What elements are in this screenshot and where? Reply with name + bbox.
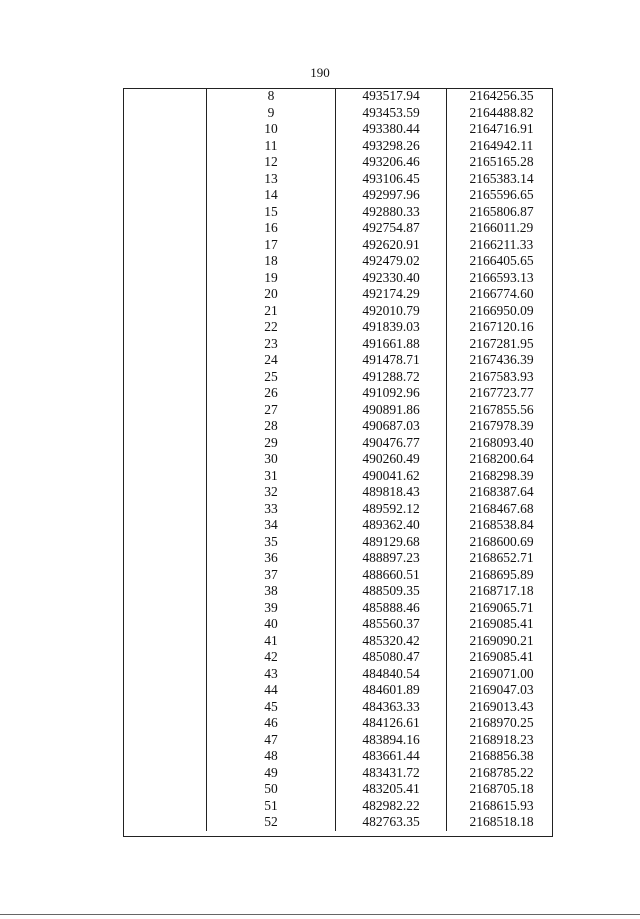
blank-cell [123,435,207,452]
blank-cell [123,517,207,534]
table-row [123,138,556,155]
x-coordinate-cell: 482763.35 [336,814,447,831]
table-row [123,517,556,534]
coordinate-table [123,88,556,831]
point-number-cell: 31 [207,468,336,485]
x-coordinate-cell: 489818.43 [336,484,447,501]
x-coordinate-cell: 485888.46 [336,600,447,617]
blank-cell [123,616,207,633]
y-coordinate-cell: 2164488.82 [469,104,534,120]
point-number-cell: 13 [207,171,336,188]
y-coordinate-cell: 2169085.41 [469,616,534,631]
blank-cell [123,303,207,320]
x-coordinate-cell: 484840.54 [336,666,447,683]
table-row [123,418,556,435]
y-coordinate-cell: 2166950.09 [469,302,534,318]
blank-cell [123,138,207,155]
x-coordinate-cell: 489362.40 [336,517,447,534]
table-row [123,666,556,683]
table-row [123,550,556,567]
page-number: 190 [310,65,330,80]
table-row [123,286,556,303]
x-coordinate-cell: 493106.45 [336,171,447,188]
y-coordinate-cell: 2168856.38 [469,748,534,763]
y-coordinate-cell: 2169013.43 [469,698,534,714]
blank-cell [123,253,207,270]
y-coordinate-cell: 2165596.65 [469,187,534,202]
table-row [123,336,556,353]
y-coordinate-cell: 2169085.41 [469,649,534,664]
table-row [123,633,556,650]
table-row [123,649,556,666]
point-number-cell: 47 [207,732,336,749]
x-coordinate-cell: 483894.16 [336,732,447,749]
point-number-cell: 22 [207,319,336,336]
y-coordinate-cell: 2167120.16 [469,319,534,334]
y-coordinate-cell: 2168705.18 [469,781,534,796]
table-row [123,814,556,831]
y-coordinate-cell: 2168918.23 [469,731,534,747]
point-number-cell: 42 [207,649,336,666]
table-row [123,484,556,501]
x-coordinate-cell: 490476.77 [336,435,447,452]
y-coordinate-cell: 2168600.69 [469,533,534,549]
point-number-cell: 40 [207,616,336,633]
table-row [123,105,556,122]
x-coordinate-cell: 492620.91 [336,237,447,254]
blank-cell [123,187,207,204]
x-coordinate-cell: 492997.96 [336,187,447,204]
table-row [123,369,556,386]
blank-cell [123,781,207,798]
point-number-cell: 39 [207,600,336,617]
x-coordinate-cell: 489129.68 [336,534,447,551]
point-number-cell: 23 [207,336,336,353]
x-coordinate-cell: 492174.29 [336,286,447,303]
point-number-cell: 32 [207,484,336,501]
y-coordinate-cell: 2167978.39 [469,418,534,433]
blank-cell [123,583,207,600]
x-coordinate-cell: 484363.33 [336,699,447,716]
blank-cell [123,666,207,683]
blank-cell [123,484,207,501]
y-coordinate-cell: 2164942.11 [469,137,534,153]
table-row [123,699,556,716]
y-coordinate-cell: 2169090.21 [469,632,534,648]
point-number-cell: 43 [207,666,336,683]
table-row [123,468,556,485]
blank-cell [123,765,207,782]
y-coordinate-cell: 2168615.93 [469,797,534,813]
point-number-cell: 19 [207,270,336,287]
y-coordinate-cell: 2168467.68 [469,500,534,516]
blank-cell [123,154,207,171]
y-coordinate-cell: 2166593.13 [469,269,534,285]
x-coordinate-cell: 490687.03 [336,418,447,435]
point-number-cell: 51 [207,798,336,815]
y-coordinate-cell: 2168518.18 [469,814,534,829]
point-number-cell: 49 [207,765,336,782]
x-coordinate-cell: 493453.59 [336,105,447,122]
blank-cell [123,237,207,254]
table-row [123,204,556,221]
y-coordinate-cell: 2166011.29 [469,220,534,235]
table-row [123,154,556,171]
blank-cell [123,468,207,485]
point-number-cell: 52 [207,814,336,831]
x-coordinate-cell: 488509.35 [336,583,447,600]
blank-cell [123,402,207,419]
x-coordinate-cell: 492330.40 [336,270,447,287]
blank-cell [123,171,207,188]
point-number-cell: 38 [207,583,336,600]
table-row [123,88,556,105]
table-row [123,534,556,551]
blank-cell [123,369,207,386]
blank-cell [123,550,207,567]
point-number-cell: 12 [207,154,336,171]
y-coordinate-cell: 2168298.39 [469,467,534,483]
blank-cell [123,204,207,221]
table-row [123,798,556,815]
table-row [123,765,556,782]
y-coordinate-cell: 2168695.89 [469,566,534,582]
table-row [123,781,556,798]
x-coordinate-cell: 493206.46 [336,154,447,171]
blank-cell [123,534,207,551]
y-coordinate-cell: 2168200.64 [469,451,534,466]
table-row [123,187,556,204]
blank-cell [123,600,207,617]
table-row [123,220,556,237]
table-row [123,253,556,270]
x-coordinate-cell: 489592.12 [336,501,447,518]
table-row [123,237,556,254]
table-row [123,682,556,699]
point-number-cell: 45 [207,699,336,716]
x-coordinate-cell: 492880.33 [336,204,447,221]
y-coordinate-cell: 2164256.35 [469,88,534,103]
blank-cell [123,385,207,402]
x-coordinate-cell: 482982.22 [336,798,447,815]
point-number-cell: 41 [207,633,336,650]
blank-cell [123,319,207,336]
page-bottom-rule [0,914,640,915]
table-row [123,121,556,138]
table-row [123,748,556,765]
x-coordinate-cell: 483205.41 [336,781,447,798]
x-coordinate-cell: 484126.61 [336,715,447,732]
point-number-cell: 37 [207,567,336,584]
y-coordinate-cell: 2169065.71 [469,599,534,615]
point-number-cell: 25 [207,369,336,386]
y-coordinate-cell: 2168970.25 [469,715,534,730]
table-row [123,583,556,600]
blank-cell [123,451,207,468]
y-coordinate-cell: 2167436.39 [469,352,534,367]
table-row [123,451,556,468]
point-number-cell: 14 [207,187,336,204]
table-row [123,352,556,369]
y-coordinate-cell: 2165383.14 [469,170,534,186]
y-coordinate-cell: 2166211.33 [469,236,534,252]
x-coordinate-cell: 488660.51 [336,567,447,584]
x-coordinate-cell: 490041.62 [336,468,447,485]
x-coordinate-cell: 490891.86 [336,402,447,419]
blank-cell [123,88,207,105]
blank-cell [123,121,207,138]
y-coordinate-cell: 2168785.22 [469,764,534,780]
blank-cell [123,336,207,353]
table-row [123,567,556,584]
y-coordinate-cell: 2168387.64 [469,484,534,499]
point-number-cell: 29 [207,435,336,452]
x-coordinate-cell: 483661.44 [336,748,447,765]
x-coordinate-cell: 491661.88 [336,336,447,353]
blank-cell [123,270,207,287]
x-coordinate-cell: 493380.44 [336,121,447,138]
point-number-cell: 24 [207,352,336,369]
x-coordinate-cell: 485080.47 [336,649,447,666]
x-coordinate-cell: 492754.87 [336,220,447,237]
point-number-cell: 10 [207,121,336,138]
table-row [123,600,556,617]
x-coordinate-cell: 491092.96 [336,385,447,402]
point-number-cell: 34 [207,517,336,534]
y-coordinate-cell: 2166774.60 [469,286,534,301]
y-coordinate-cell: 2167855.56 [469,401,534,417]
table-row [123,616,556,633]
blank-cell [123,633,207,650]
table-row [123,501,556,518]
point-number-cell: 18 [207,253,336,270]
y-coordinate-cell: 2168538.84 [469,517,534,532]
point-number-cell: 33 [207,501,336,518]
x-coordinate-cell: 483431.72 [336,765,447,782]
point-number-cell: 50 [207,781,336,798]
table-row [123,715,556,732]
y-coordinate-cell: 2165806.87 [469,203,534,219]
point-number-cell: 20 [207,286,336,303]
x-coordinate-cell: 485560.37 [336,616,447,633]
point-number-cell: 30 [207,451,336,468]
y-coordinate-cell: 2168093.40 [469,434,534,450]
point-number-cell: 9 [207,105,336,122]
table-row [123,319,556,336]
table-row [123,385,556,402]
point-number-cell: 28 [207,418,336,435]
x-coordinate-cell: 492479.02 [336,253,447,270]
blank-cell [123,418,207,435]
point-number-cell: 8 [207,88,336,105]
blank-cell [123,682,207,699]
table-row [123,171,556,188]
y-coordinate-cell: 2164716.91 [469,121,534,136]
point-number-cell: 15 [207,204,336,221]
blank-cell [123,748,207,765]
blank-cell [123,715,207,732]
x-coordinate-cell: 484601.89 [336,682,447,699]
x-coordinate-cell: 485320.42 [336,633,447,650]
blank-cell [123,732,207,749]
table-row [123,435,556,452]
point-number-cell: 48 [207,748,336,765]
y-coordinate-cell: 2168652.71 [469,550,534,565]
point-number-cell: 27 [207,402,336,419]
y-coordinate-cell: 2169071.00 [469,665,534,681]
x-coordinate-cell: 493298.26 [336,138,447,155]
x-coordinate-cell: 488897.23 [336,550,447,567]
y-coordinate-cell: 2165165.28 [469,154,534,169]
blank-cell [123,286,207,303]
blank-cell [123,814,207,831]
blank-cell [123,798,207,815]
coordinate-table-body [123,88,556,831]
point-number-cell: 17 [207,237,336,254]
x-coordinate-cell: 491478.71 [336,352,447,369]
blank-cell [123,352,207,369]
table-row [123,732,556,749]
y-coordinate-cell: 2168717.18 [469,583,534,598]
point-number-cell: 26 [207,385,336,402]
y-coordinate-cell: 2166405.65 [469,253,534,268]
blank-cell [123,567,207,584]
blank-cell [123,649,207,666]
blank-cell [123,699,207,716]
blank-cell [123,501,207,518]
table-row [123,402,556,419]
x-coordinate-cell: 492010.79 [336,303,447,320]
point-number-cell: 46 [207,715,336,732]
y-coordinate-cell: 2167583.93 [469,368,534,384]
y-coordinate-cell: 2169047.03 [469,682,534,697]
table-row [123,270,556,287]
y-coordinate-cell: 2167723.77 [469,385,534,400]
point-number-cell: 21 [207,303,336,320]
x-coordinate-cell: 490260.49 [336,451,447,468]
y-coordinate-cell: 2167281.95 [469,335,534,351]
point-number-cell: 36 [207,550,336,567]
table-row [123,303,556,320]
x-coordinate-cell: 491288.72 [336,369,447,386]
blank-cell [123,220,207,237]
point-number-cell: 16 [207,220,336,237]
x-coordinate-cell: 493517.94 [336,88,447,105]
point-number-cell: 11 [207,138,336,155]
x-coordinate-cell: 491839.03 [336,319,447,336]
blank-cell [123,105,207,122]
point-number-cell: 44 [207,682,336,699]
point-number-cell: 35 [207,534,336,551]
